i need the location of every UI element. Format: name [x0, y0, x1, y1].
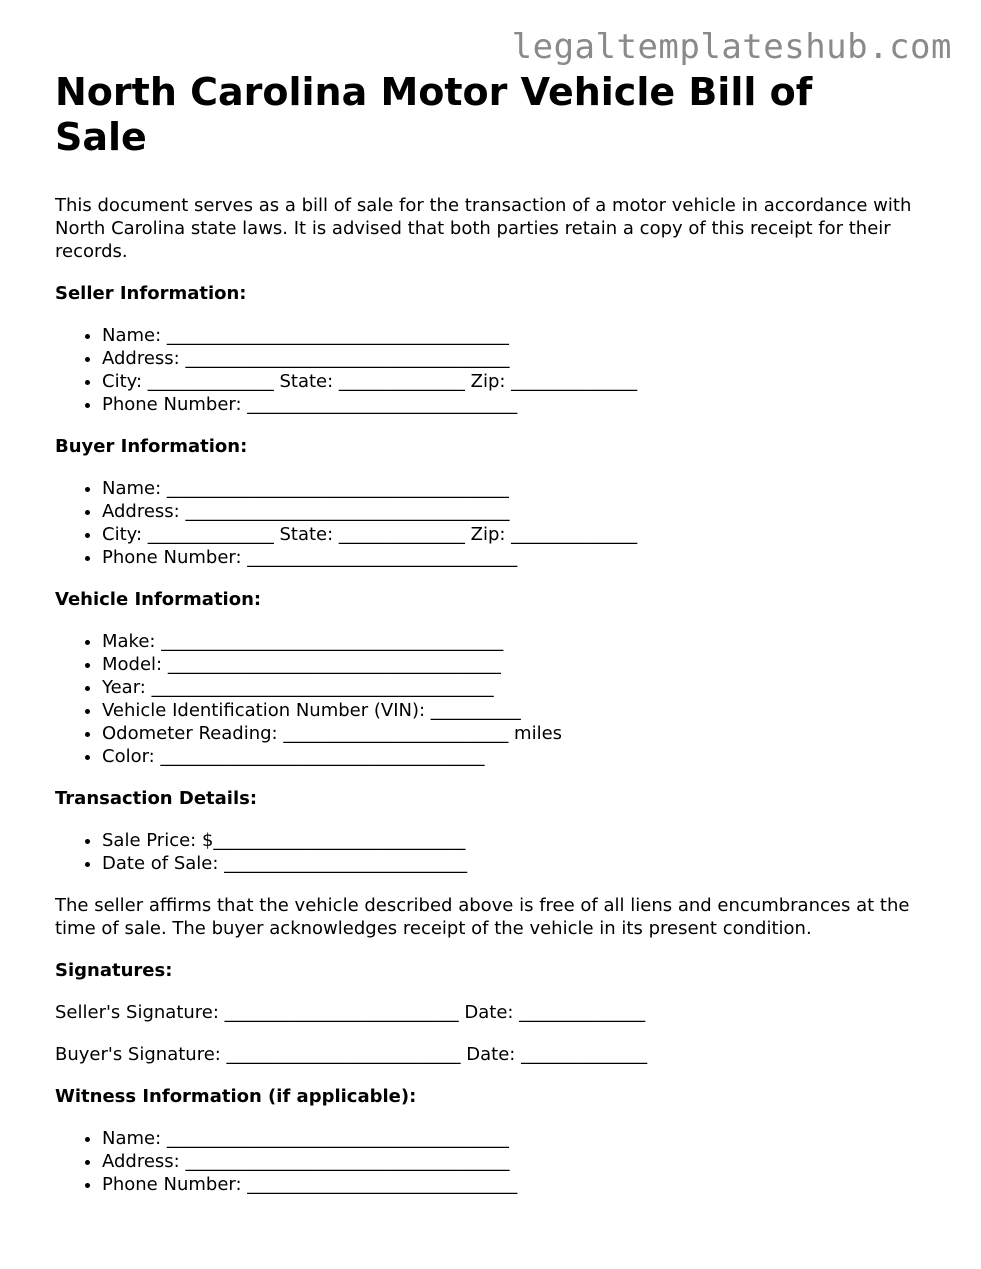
buyer-city-state-zip-field: • City: ______________ State: ______________ Zip: ______________	[102, 523, 935, 546]
sale-price-field: • Sale Price: $____________________________	[102, 829, 935, 852]
buyer-phone-field: • Phone Number: ______________________________	[102, 546, 935, 569]
witness-field-list	[55, 1127, 935, 1196]
seller-field-list	[55, 324, 935, 416]
signatures-section-heading: Signatures:	[55, 960, 173, 981]
buyer-name-field: • Name: ______________________________________	[102, 477, 935, 500]
witness-name-field: • Name: ______________________________________	[102, 1127, 935, 1150]
vehicle-field-list	[55, 630, 935, 768]
seller-name-field: • Name: ______________________________________	[102, 324, 935, 347]
buyer-signature-line: Buyer's Signature: __________________________ Date: ______________	[55, 1044, 648, 1065]
vehicle-color-field: • Color: ____________________________________	[102, 745, 935, 768]
witness-address-field: • Address: ____________________________________	[102, 1150, 935, 1173]
buyer-section-heading: Buyer Information:	[55, 436, 248, 457]
intro-paragraph: This document serves as a bill of sale for the transaction of a motor vehicle in accordance with North Carolina state laws. It is advised that both parties retain a copy of this receipt for their records.	[55, 195, 912, 262]
transaction-field-list	[55, 829, 935, 875]
watermark: legaltemplateshub.com	[511, 27, 952, 67]
buyer-field-list	[55, 477, 935, 569]
vehicle-make-field: • Make: ______________________________________	[102, 630, 935, 653]
buyer-address-field: • Address: ____________________________________	[102, 500, 935, 523]
document-title: North Carolina Motor Vehicle Bill of Sale	[55, 70, 813, 159]
transaction-section-heading: Transaction Details:	[55, 788, 258, 809]
witness-section-heading: Witness Information (if applicable):	[55, 1086, 417, 1107]
seller-city-state-zip-field: • City: ______________ State: ______________ Zip: ______________	[102, 370, 935, 393]
vehicle-odometer-field: • Odometer Reading: _________________________ miles	[102, 722, 935, 745]
document	[55, 70, 935, 1196]
affirmation-paragraph: The seller affirms that the vehicle described above is free of all liens and encumbrances at the time of sale. The buyer acknowledges receipt of the vehicle in its present condition.	[55, 895, 910, 939]
vehicle-section-heading: Vehicle Information:	[55, 589, 262, 610]
seller-signature-line: Seller's Signature: __________________________ Date: ______________	[55, 1002, 646, 1023]
seller-address-field: • Address: ____________________________________	[102, 347, 935, 370]
sale-date-field: • Date of Sale: ___________________________	[102, 852, 935, 875]
seller-phone-field: • Phone Number: ______________________________	[102, 393, 935, 416]
vehicle-vin-field: • Vehicle Identification Number (VIN): __________	[102, 699, 935, 722]
vehicle-year-field: • Year: ______________________________________	[102, 676, 935, 699]
vehicle-model-field: • Model: _____________________________________	[102, 653, 935, 676]
witness-phone-field: • Phone Number: ______________________________	[102, 1173, 935, 1196]
seller-section-heading: Seller Information:	[55, 283, 247, 304]
